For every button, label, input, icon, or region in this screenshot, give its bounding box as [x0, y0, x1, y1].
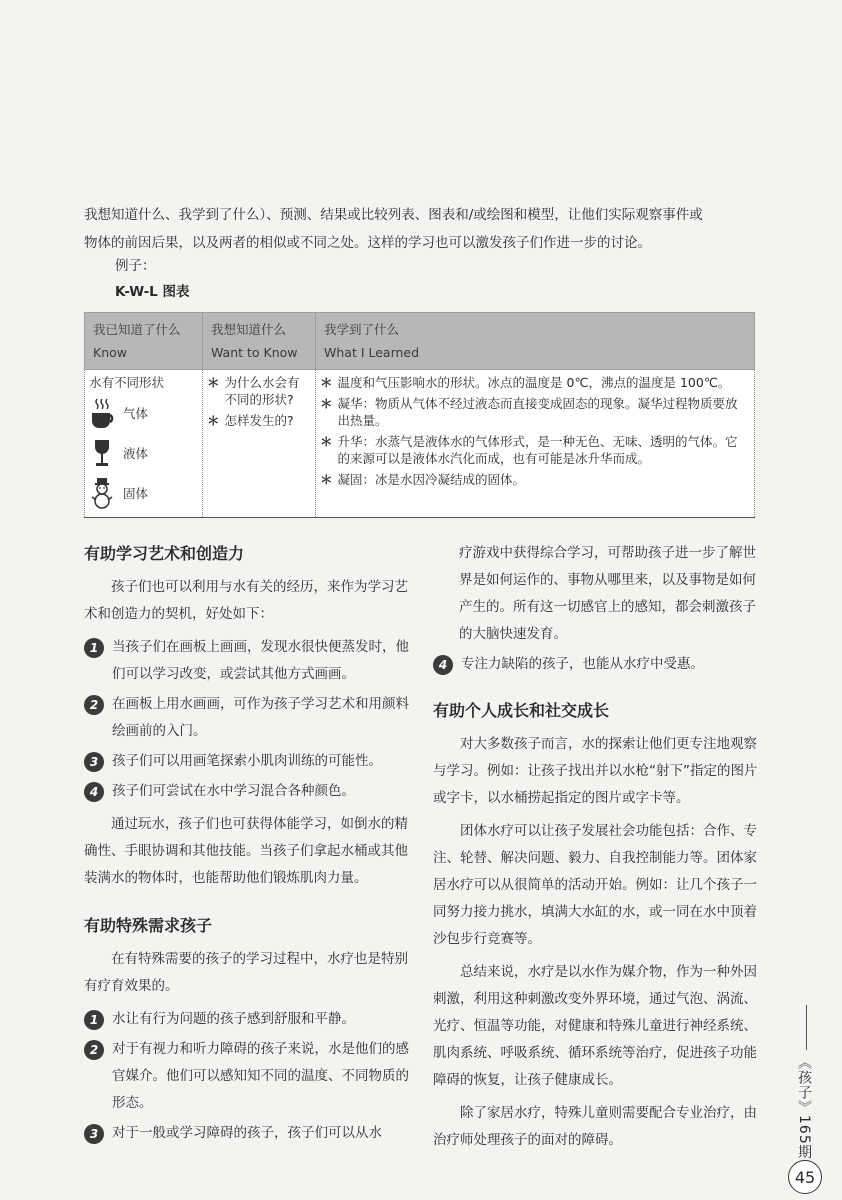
number-badge: 2: [84, 695, 104, 715]
state-label: 液体: [123, 445, 149, 461]
want-list: [207, 374, 311, 429]
bullet-marker: ＊: [320, 434, 333, 449]
list-item: 4 专注力缺陷的孩子，也能从水疗中受惠。: [433, 651, 763, 678]
list-item: ＊ 凝固：冰是水因冷凝结成的固体。: [320, 472, 526, 487]
list-item: 1 水让有行为问题的孩子感到舒服和平静。: [84, 1006, 414, 1033]
number-badge: 4: [433, 655, 453, 675]
bullet-marker: ＊: [320, 375, 333, 390]
kwl-chart-title: K-W-L 图表: [115, 284, 190, 300]
section-heading-social: 有助个人成长和社交成长: [433, 701, 610, 720]
learned-list: [320, 374, 750, 488]
intro-line: 我想知道什么、我学到了什么）、预测、结果或比较列表、图表和/或绘图和模型，让他们实际观察事件或: [84, 207, 703, 223]
left-column: [84, 540, 414, 1150]
list-item: 2 在画板上用水画画，可作为孩子学习艺术和用颜料绘画前的入门。: [84, 691, 414, 745]
list-item: ＊ 怎样发生的?: [207, 413, 294, 428]
state-label: 固体: [123, 485, 149, 501]
bullet-marker: ＊: [320, 472, 333, 487]
list-item: ＊ 升华：水蒸气是液体水的气体形式，是一种无色、无味、透明的气体。它的来源可以是液体水汽化而成，也有可能是冰升华而成。: [320, 434, 738, 466]
example-label: 例子：: [115, 258, 156, 274]
kwl-header-row: [85, 313, 755, 370]
art-intro: 孩子们也可以利用与水有关的经历，来作为学习艺术和创造力的契机，好处如下：: [84, 579, 408, 622]
number-badge: 3: [84, 1124, 104, 1144]
list-item: 2 对于有视力和听力障碍的孩子来说，水是他们的感官媒介。他们可以感知知不同的温度、不同物质的形态。: [84, 1036, 414, 1117]
list-item: ＊ 温度和气压影响水的形状。冰点的温度是 0℃，沸点的温度是 100℃。: [320, 375, 731, 390]
state-liquid: [89, 433, 198, 473]
state-gas: [89, 393, 198, 433]
know-cell: [85, 370, 203, 518]
intro-paragraph: [84, 201, 774, 257]
margin-rule: [806, 1005, 807, 1050]
number-badge: 1: [84, 1010, 104, 1030]
know-title: 水有不同形状: [89, 375, 165, 390]
bullet-marker: ＊: [207, 413, 220, 428]
steaming-cup-icon: [89, 397, 115, 429]
list-item: 3 孩子们可以用画笔探索小肌肉训练的可能性。: [84, 748, 414, 775]
state-label: 气体: [123, 405, 149, 421]
page-number: 45: [788, 1160, 822, 1194]
learned-header: 我学到了什么 What I Learned: [316, 313, 755, 370]
snowman-icon: [89, 477, 115, 509]
number-badge: 4: [84, 782, 104, 802]
social-paragraph: 对大多数孩子而言，水的探索让他们更专注地观察与学习。例如：让孩子找出并以水枪“射下”指定的图片或字卡，以水桶捞起指定的图片或字卡等。: [433, 736, 758, 806]
wine-glass-icon: [89, 437, 115, 469]
social-paragraph: 总结来说，水疗是以水作为媒介物，作为一种外因刺激，利用这种刺激改变外界环境，通过气泡、涡流、光疗、恒温等功能，对健康和特殊儿童进行神经系统、肌肉系统、呼吸系统、循环系统等治疗，促进孩子功能障碍的恢复，让孩子健康成长。: [433, 964, 757, 1088]
know-header: 我已知道了什么 Know: [85, 313, 203, 370]
number-badge: 2: [84, 1040, 104, 1060]
number-badge: 1: [84, 638, 104, 658]
intro-line: 物体的前因后果，以及两者的相似或不同之处。这样的学习也可以激发孩子们作进一步的讨论。: [84, 235, 651, 251]
kwl-table: [84, 312, 755, 518]
continued-text: 疗游戏中获得综合学习，可帮助孩子进一步了解世界是如何运作的、事物从哪里来，以及事物是如何产生的。所有这一切感官上的感知，都会刺激孩子的大脑快速发育。: [459, 545, 756, 642]
list-item: ＊ 凝华：物质从气体不经过液态而直接变成固态的现象。凝华过程物质要放出热量。: [320, 396, 738, 428]
list-item: 4 孩子们可尝试在水中学习混合各种颜色。: [84, 778, 414, 805]
magazine-issue-label: 《孩子》165期: [796, 1055, 812, 1160]
list-item: 3 对于一般或学习障碍的孩子，孩子们可以从水: [84, 1120, 414, 1147]
bullet-marker: ＊: [207, 375, 220, 390]
number-badge: 3: [84, 752, 104, 772]
want-header: 我想知道什么 Want to Know: [203, 313, 316, 370]
list-item: ＊ 为什么水会有不同的形状?: [207, 375, 300, 407]
special-intro: 在有特殊需要的孩子的学习过程中，水疗也是特别有疗育效果的。: [84, 951, 408, 994]
social-paragraph: 除了家居水疗，特殊儿童则需要配合专业治疗，由治疗师处理孩子的面对的障碍。: [433, 1105, 757, 1148]
kwl-body-row: [85, 370, 755, 518]
bullet-marker: ＊: [320, 396, 333, 411]
state-solid: [89, 473, 198, 513]
art-outro: 通过玩水，孩子们也可获得体能学习，如倒水的精确性、手眼协调和其他技能。当孩子们拿起水桶或其他装满水的物体时，也能帮助他们锻炼肌肉力量。: [84, 816, 408, 886]
list-item: 1 当孩子们在画板上画画，发现水很快便蒸发时，他们可以学习改变，或尝试其他方式画画。: [84, 634, 414, 688]
section-heading-special: 有助特殊需求孩子: [84, 916, 213, 935]
want-cell: [203, 370, 316, 518]
learned-cell: [316, 370, 755, 518]
social-paragraph: 团体水疗可以让孩子发展社会功能包括：合作、专注、轮替、解决问题、毅力、自我控制能力等。团体家居水疗可以从很简单的活动开始。例如：让几个孩子一同努力接力挑水，填满大水缸的水，或一同在水中顶着沙包步行竞赛等。: [433, 823, 757, 947]
section-heading-art: 有助学习艺术和创造力: [84, 544, 245, 563]
right-column: [433, 540, 763, 1160]
